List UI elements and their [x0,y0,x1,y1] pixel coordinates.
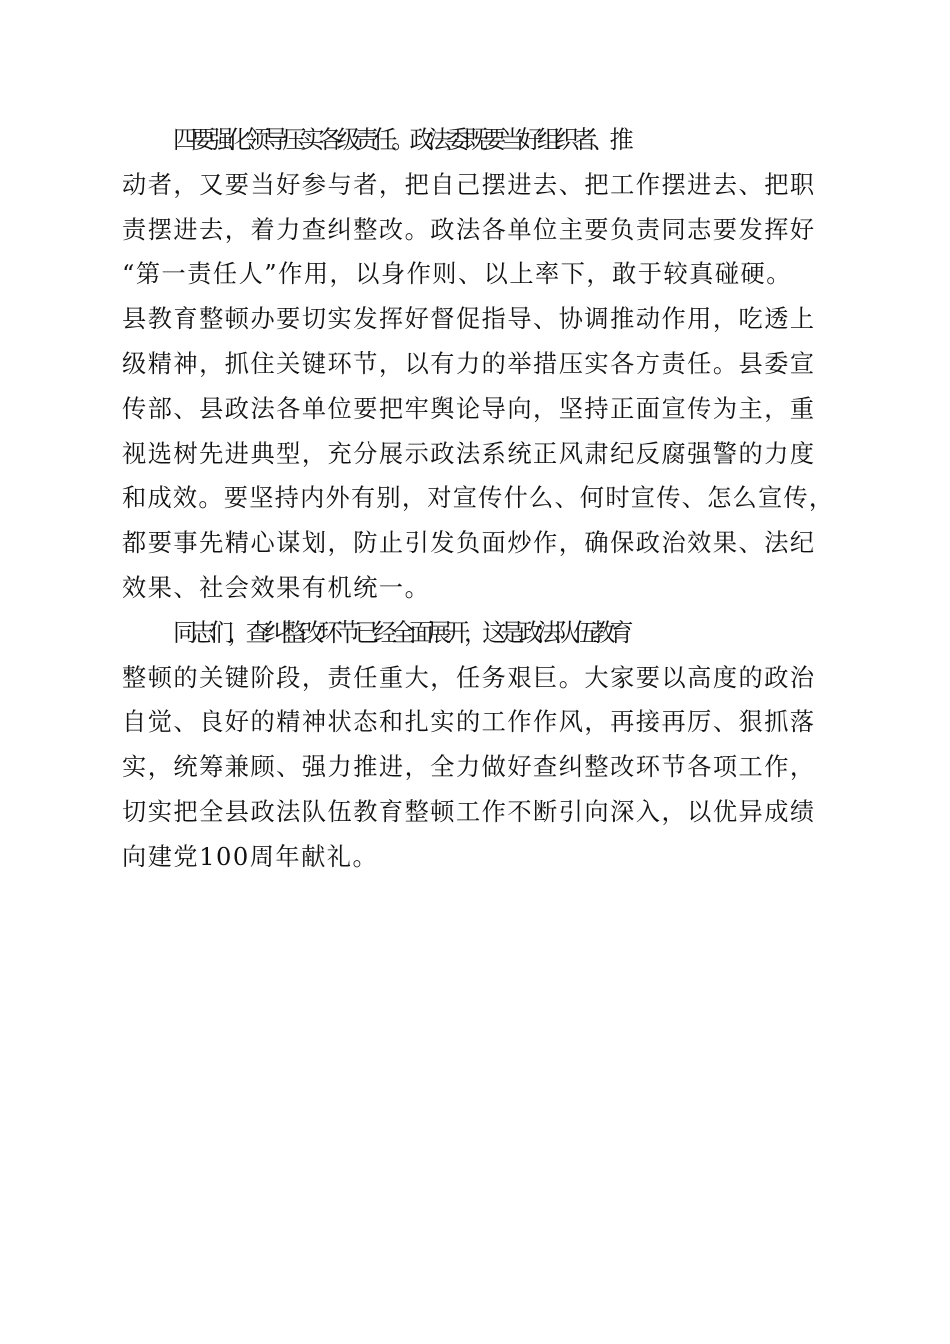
text-line: 同志们，查纠整改环节已经全面展开，这是政法队伍教育 [173,618,628,647]
text-line: 四要强化领导压实各级责任。政法委既要当好组织者、推 [173,126,628,154]
text-line: 县教育整顿办要切实发挥好督促指导、协调推动作用，吃透上 [122,305,816,334]
text-line: 级精神，抓住关键环节，以有力的举措压实各方责任。县委宣 [122,349,816,378]
text-line: 实，统筹兼顾、强力推进，全力做好查纠整改环节各项工作， [122,753,816,782]
text-line: 动者，又要当好参与者，把自己摆进去、把工作摆进去、把职 [122,170,816,199]
text-line: 切实把全县政法队伍教育整顿工作不断引向深入，以优异成绩 [122,797,816,826]
text-line: 整顿的关键阶段，责任重大，任务艰巨。大家要以高度的政治 [122,663,816,692]
text-line: 责摆进去，着力查纠整改。政法各单位主要负责同志要发挥好 [122,215,816,244]
text-line: 向建党100周年献礼。 [122,842,379,871]
paragraph-leadership-responsibility [122,118,838,611]
text-line: 效果、社会效果有机统一。 [122,573,431,602]
paragraph-closing-remarks [122,611,838,880]
text-line: 视选树先进典型，充分展示政法系统正风肃纪反腐强警的力度 [122,439,816,468]
text-line: 和成效。要坚持内外有别，对宣传什么、何时宣传、怎么宣传， [122,484,835,513]
text-line: “第一责任人”作用，以身作则、以上率下，敢于较真碰硬。 [122,260,792,289]
document-body [122,118,838,880]
text-line: 传部、县政法各单位要把牢舆论导向，坚持正面宣传为主，重 [122,394,816,423]
text-line: 都要事先精心谋划，防止引发负面炒作，确保政治效果、法纪 [122,529,816,558]
text-line: 自觉、良好的精神状态和扎实的工作作风，再接再厉、狠抓落 [122,708,816,737]
